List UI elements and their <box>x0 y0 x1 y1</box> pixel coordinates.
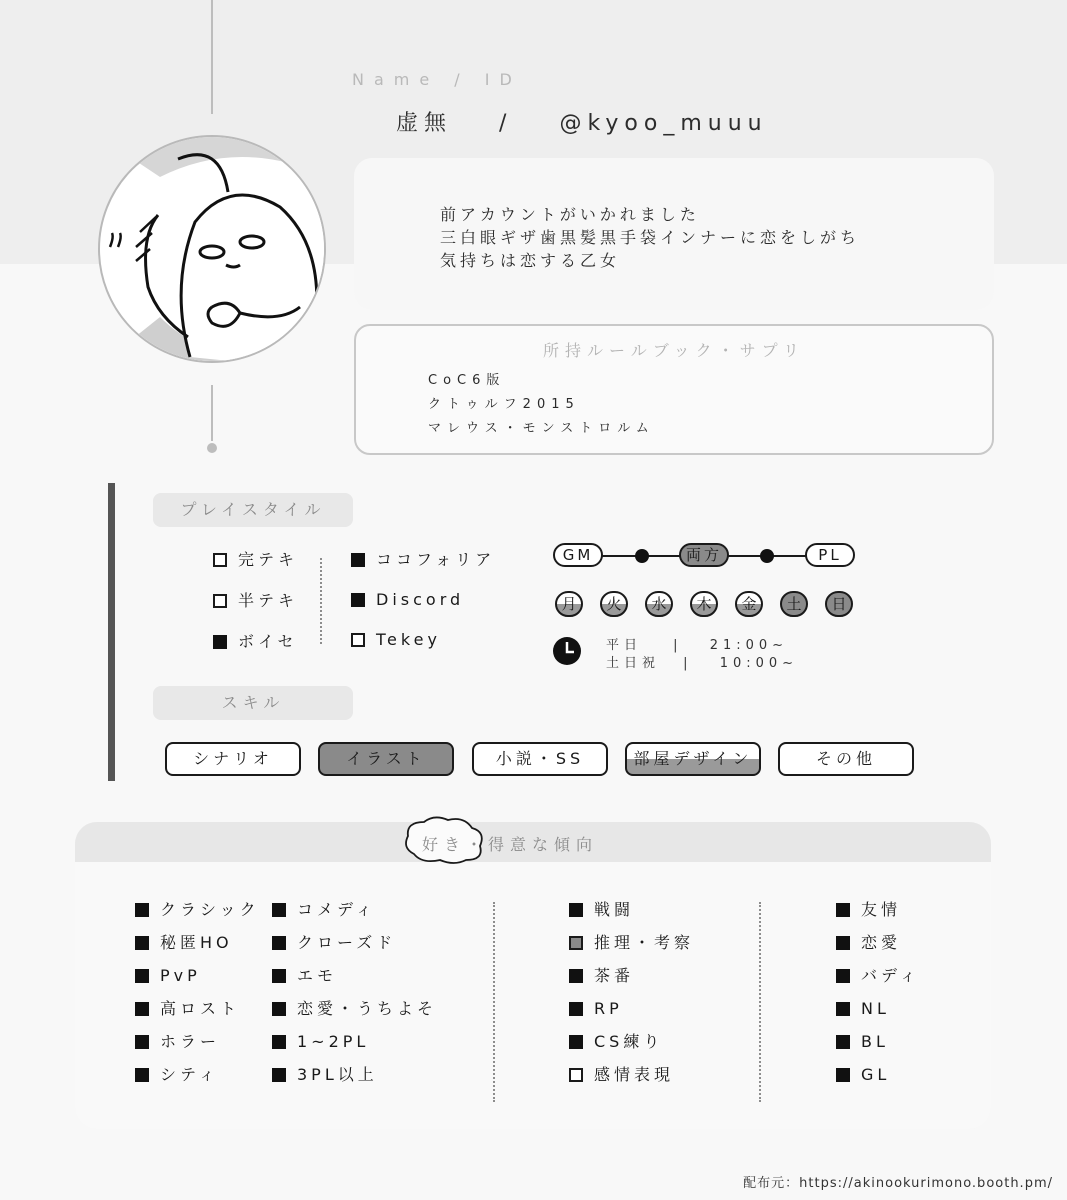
time-holiday <box>606 652 798 671</box>
role-gm-pill[interactable]: GM <box>553 543 603 567</box>
time-value: 21:00~ <box>709 638 789 653</box>
skill-scenario[interactable]: シナリオ <box>165 742 301 776</box>
like-checkbox[interactable] <box>836 1002 850 1016</box>
like-checkbox[interactable] <box>569 936 583 950</box>
divider-line-top <box>211 0 213 114</box>
name-separator: / <box>499 111 513 136</box>
profile-handle: @kyoo_muuu <box>559 111 768 136</box>
rulebooks-title: 所持ルールブック・サプリ <box>543 341 805 360</box>
skills-title: スキル <box>153 686 353 720</box>
role-pl-pill[interactable]: PL <box>805 543 855 567</box>
like-label: RP <box>594 999 623 1018</box>
like-checkbox[interactable] <box>836 936 850 950</box>
like-checkbox[interactable] <box>135 936 149 950</box>
like-checkbox[interactable] <box>272 903 286 917</box>
time-weekday <box>606 634 788 653</box>
like-checkbox[interactable] <box>135 1002 149 1016</box>
like-label: クローズド <box>297 933 397 952</box>
like-label: GL <box>861 1065 891 1084</box>
bio-line: 気持ちは恋する乙女 <box>440 251 621 270</box>
checkbox-hantext[interactable] <box>213 594 227 608</box>
day-mon[interactable]: 月 <box>555 591 583 617</box>
like-checkbox[interactable] <box>272 936 286 950</box>
like-checkbox[interactable] <box>272 969 286 983</box>
like-checkbox[interactable] <box>836 969 850 983</box>
like-checkbox[interactable] <box>272 1035 286 1049</box>
like-label: シティ <box>160 1065 219 1084</box>
day-sat[interactable]: 土 <box>780 591 808 617</box>
role-scale-dot <box>635 549 649 563</box>
playstyle-title: プレイスタイル <box>153 493 353 527</box>
like-label: 恋愛・うちよそ <box>297 999 438 1018</box>
like-label: 感情表現 <box>594 1065 675 1084</box>
time-sep: | <box>683 656 693 671</box>
likes-title: 好き・得意な傾向 <box>422 835 599 854</box>
like-checkbox[interactable] <box>135 969 149 983</box>
rulebook-item: CoC6版 <box>428 373 506 388</box>
checkbox-label: Discord <box>376 590 465 609</box>
time-label: 平日 <box>606 638 643 653</box>
skill-novel[interactable]: 小説・SS <box>472 742 608 776</box>
like-checkbox[interactable] <box>135 1035 149 1049</box>
rulebook-item: マレウス・モンストロルム <box>428 421 655 436</box>
day-fri[interactable]: 金 <box>735 591 763 617</box>
like-label: NL <box>861 999 890 1018</box>
like-label: エモ <box>297 966 338 985</box>
like-label: 3PL以上 <box>297 1065 378 1084</box>
time-value: 10:00~ <box>719 656 799 671</box>
day-wed[interactable]: 水 <box>645 591 673 617</box>
like-checkbox[interactable] <box>569 1035 583 1049</box>
like-label: 秘匿HO <box>160 933 233 952</box>
name-id-line <box>396 106 768 137</box>
credit-text: 配布元：https://akinookurimono.booth.pm/ <box>743 1176 1053 1191</box>
checkbox-label: 完テキ <box>238 550 299 569</box>
checkbox-kantext[interactable] <box>213 553 227 567</box>
skill-room-design[interactable]: 部屋デザイン <box>625 742 761 776</box>
role-scale-dot <box>760 549 774 563</box>
like-checkbox[interactable] <box>836 1068 850 1082</box>
like-label: 友情 <box>861 900 902 919</box>
like-label: BL <box>861 1032 889 1051</box>
like-label: 茶番 <box>594 966 635 985</box>
like-checkbox[interactable] <box>569 969 583 983</box>
checkbox-label: ボイセ <box>238 632 298 651</box>
checkbox-discord[interactable] <box>351 593 365 607</box>
checkbox-voice[interactable] <box>213 635 227 649</box>
day-thu[interactable]: 木 <box>690 591 718 617</box>
like-checkbox[interactable] <box>569 903 583 917</box>
time-label: 土日祝 <box>606 656 661 671</box>
bio-line: 三白眼ギザ歯黒髪黒手袋インナーに恋をしがち <box>440 228 861 247</box>
clock-icon <box>553 637 581 665</box>
like-checkbox[interactable] <box>135 1068 149 1082</box>
avatar-illustration-icon <box>100 137 326 363</box>
like-checkbox[interactable] <box>272 1002 286 1016</box>
section-accent-bar <box>108 483 115 781</box>
checkbox-label: Tekey <box>376 630 441 649</box>
skill-other[interactable]: その他 <box>778 742 914 776</box>
like-label: バディ <box>861 966 920 985</box>
like-checkbox[interactable] <box>135 903 149 917</box>
like-checkbox[interactable] <box>569 1002 583 1016</box>
checkbox-label: 半テキ <box>238 591 299 610</box>
bio-line: 前アカウントがいかれました <box>440 205 700 224</box>
time-sep: | <box>673 638 683 653</box>
column-divider <box>759 902 761 1102</box>
checkbox-tekey[interactable] <box>351 633 365 647</box>
like-label: 戦闘 <box>594 900 635 919</box>
like-label: 高ロスト <box>160 999 241 1018</box>
role-both-pill[interactable]: 両方 <box>679 543 729 567</box>
like-checkbox[interactable] <box>569 1068 583 1082</box>
rulebook-item: クトゥルフ2015 <box>428 397 580 412</box>
checkbox-cocofolia[interactable] <box>351 553 365 567</box>
skill-illust[interactable]: イラスト <box>318 742 454 776</box>
day-sun[interactable]: 日 <box>825 591 853 617</box>
like-label: コメディ <box>297 900 376 919</box>
like-label: 推理・考察 <box>594 933 695 952</box>
like-label: CS練り <box>594 1032 664 1051</box>
name-caption: Name / ID <box>352 70 522 89</box>
like-label: クラシック <box>160 900 260 919</box>
column-divider <box>493 902 495 1102</box>
avatar <box>98 135 326 363</box>
day-tue[interactable]: 火 <box>600 591 628 617</box>
checkbox-label: ココフォリア <box>376 550 496 569</box>
like-checkbox[interactable] <box>836 903 850 917</box>
like-checkbox[interactable] <box>272 1068 286 1082</box>
like-label: 恋愛 <box>861 933 902 952</box>
column-divider <box>320 558 322 644</box>
divider-dot <box>207 443 217 453</box>
like-label: PvP <box>160 966 201 985</box>
profile-name: 虚無 <box>396 111 453 136</box>
like-label: ホラー <box>160 1032 221 1051</box>
like-checkbox[interactable] <box>836 1035 850 1049</box>
like-label: 1~2PL <box>297 1032 370 1051</box>
divider-line-bottom <box>211 385 213 441</box>
